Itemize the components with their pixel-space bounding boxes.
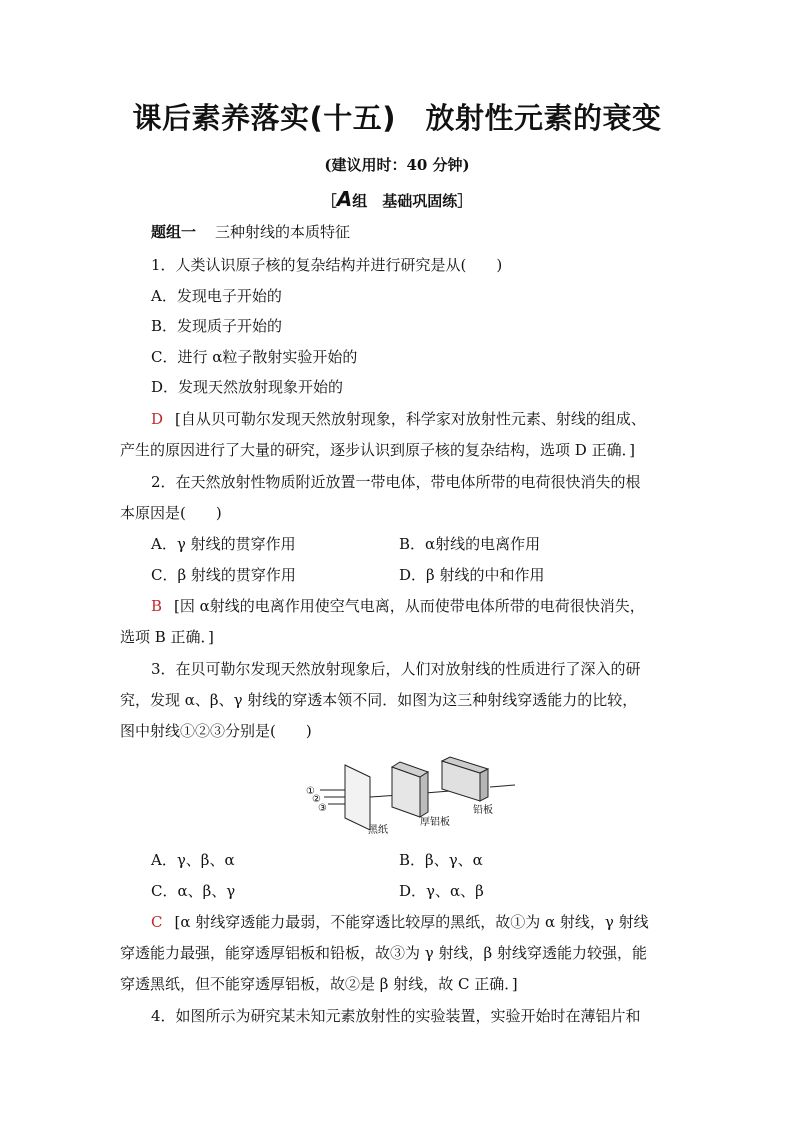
q4-stem-line1: 4．如图所示为研究某未知元素放射性的实验装置，实验开始时在薄铝片和: [151, 1007, 641, 1025]
q1-option-b: B．发现质子开始的: [151, 317, 283, 335]
q3-explain-line1: [α 射线穿透能力最弱，不能穿透比较厚的黑纸，故①为 α 射线，γ 射线: [174, 913, 649, 931]
q1-option-a: A．发现电子开始的: [151, 287, 282, 305]
q2-option-d: D．β 射线的中和作用: [399, 566, 545, 584]
q2-stem-line1: 2．在天然放射性物质附近放置一带电体，带电体所带的电荷很快消失的根: [151, 473, 641, 491]
q1-explain-line2: 产生的原因进行了大量的研究，逐步认识到原子核的复杂结构，选项 D 正确．]: [120, 441, 635, 459]
q2-explain-line2: 选项 B 正确．]: [120, 628, 214, 646]
ray-label-1: ①: [306, 786, 315, 797]
q2-stem-line2: 本原因是( ): [120, 504, 222, 522]
q3-explain-line3: 穿透黑纸，但不能穿透厚铝板，故②是 β 射线，故 C 正确．]: [120, 975, 518, 993]
ray-label-3: ③: [318, 803, 327, 814]
q1-option-c: C．进行 α粒子散射实验开始的: [151, 348, 358, 366]
page-title: 课后素养落实(十五) 放射性元素的衰变: [132, 101, 662, 135]
q2-explanation: [151, 596, 711, 616]
q3-option-a: A．γ、β、α: [151, 851, 235, 869]
q3-option-b: B．β、γ、α: [399, 851, 483, 869]
q3-stem-line2: 究，发现 α、β、γ 射线的穿透本领不同．如图为这三种射线穿透能力的比较，: [120, 691, 638, 709]
ray-label-2: ②: [312, 794, 321, 805]
q3-option-d: D．γ、α、β: [399, 882, 484, 900]
group-text: 组 基础巩固练］: [352, 192, 473, 210]
q2-option-b: B．α射线的电离作用: [399, 535, 541, 553]
al-plate-side: [420, 772, 428, 817]
q1-stem: 1．人类认识原子核的复杂结构并进行研究是从( ): [151, 256, 503, 274]
q3-stem-line1: 3．在贝可勒尔发现天然放射现象后，人们对放射线的性质进行了深入的研: [151, 660, 641, 678]
q2-option-a: A．γ 射线的贯穿作用: [151, 535, 296, 553]
q3-explanation: [151, 912, 711, 932]
topic-heading: [151, 222, 711, 242]
q3-answer: C: [151, 913, 163, 931]
suggested-time: (建议用时：40 分钟): [324, 156, 470, 174]
q2-explain-line1: [因 α射线的电离作用使空气电离，从而使带电体所带的电荷很快消失，: [174, 597, 645, 615]
q1-explanation: [151, 409, 711, 429]
q3-option-c: C．α、β、γ: [151, 882, 236, 900]
label-pb-plate: 铅板: [473, 805, 493, 816]
group-letter: A: [336, 187, 353, 211]
ray-through-al: [425, 791, 450, 793]
black-paper-shape: [345, 765, 370, 830]
label-al-plate: 厚铝板: [420, 817, 450, 828]
q1-answer: D: [151, 410, 164, 428]
q1-option-d: D．发现天然放射现象开始的: [151, 378, 344, 396]
topic-tag: 题组一: [151, 223, 197, 241]
group-bracket-open: ［: [321, 192, 337, 210]
q2-option-c: C．β 射线的贯穿作用: [151, 566, 296, 584]
q3-figure: [300, 755, 530, 840]
pb-plate-side: [480, 769, 488, 801]
label-black-paper: 黑纸: [368, 825, 388, 836]
q3-stem-line3: 图中射线①②③分别是( ): [120, 722, 312, 740]
q3-explain-line2: 穿透能力最强，能穿透厚铝板和铅板，故③为 γ 射线，β 射线穿透能力较强，能: [120, 944, 647, 962]
q1-explain-line1: [自从贝可勒尔发现天然放射现象，科学家对放射性元素、射线的组成、: [175, 410, 646, 428]
topic-text: 三种射线的本质特征: [215, 223, 351, 241]
q2-answer: B: [151, 597, 163, 615]
group-heading: [0, 187, 794, 211]
ray-after-pb: [490, 785, 515, 787]
